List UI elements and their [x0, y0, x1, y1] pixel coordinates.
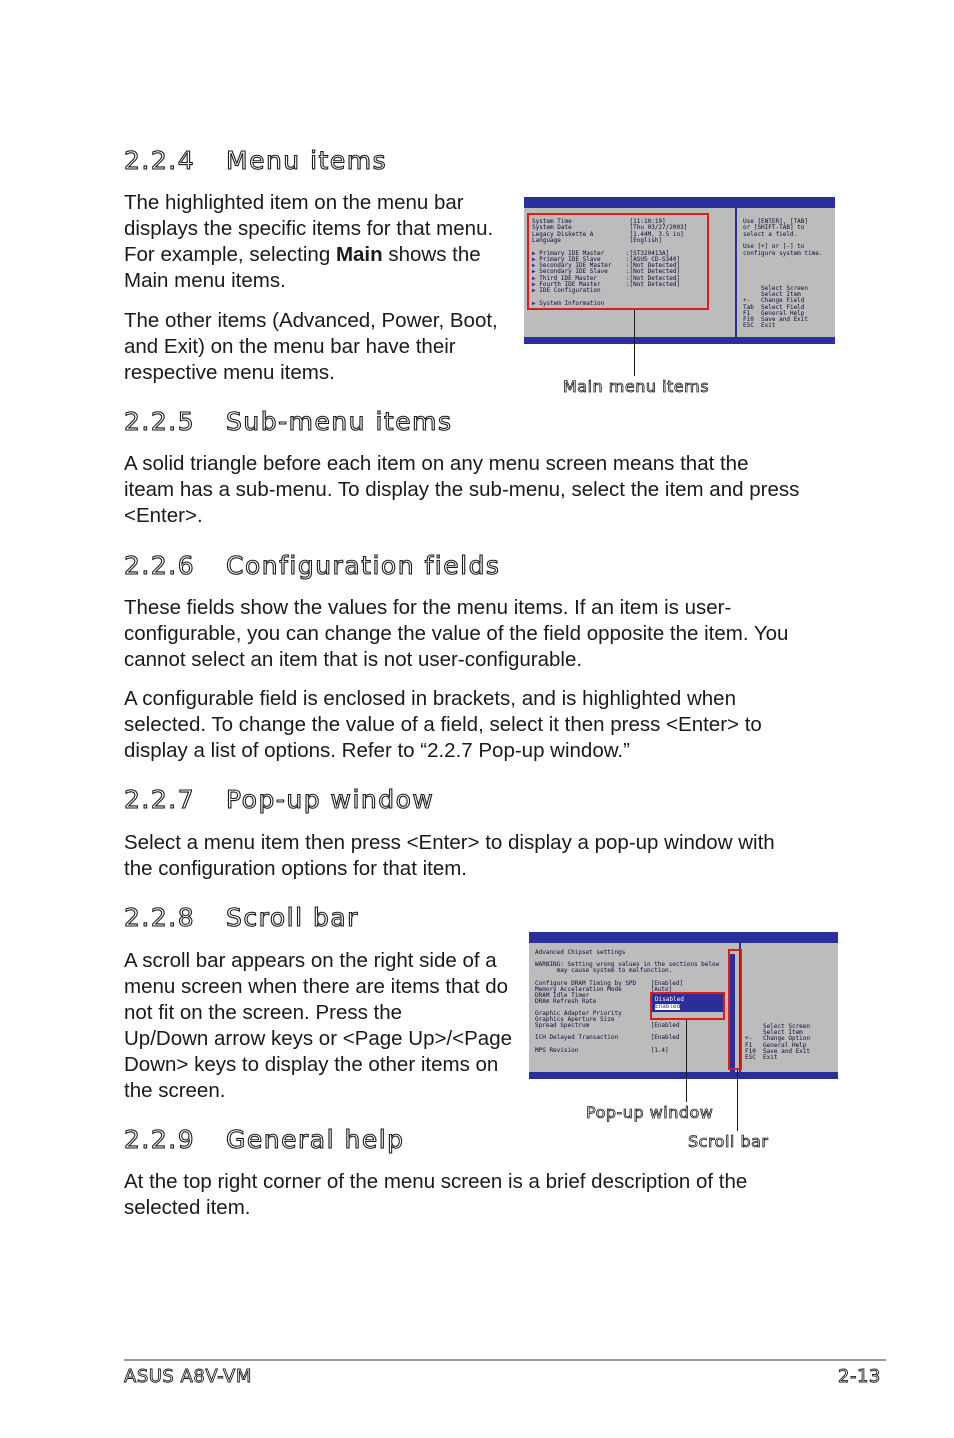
paragraph-menu-items-1: The highlighted item on the menu bar displays the specific items for that menu. For example, selecting Main shows the Main menu items.: [124, 191, 494, 292]
heading-2-2-9: [124, 1125, 405, 1154]
bios-menu-item: WARNING: Setting wrong values in the sections below: [535, 961, 720, 969]
bios-menu-item: may cause system to malfunction.: [535, 967, 673, 975]
section-title: Scroll bar: [226, 903, 359, 932]
section-number: 2.2.4: [124, 146, 196, 175]
footer-page-number: 2-13: [838, 1366, 881, 1387]
bios-key-line: +- Change Field: [743, 297, 805, 305]
bios-copyright-bar: [529, 1072, 838, 1079]
bios-help-line: or [SHIFT-TAB] to: [743, 224, 805, 232]
bios-menu-item: System Time [11:10:19]: [532, 218, 666, 225]
bios-menu-item: Advanced Chipset settings: [535, 949, 626, 956]
bios-menu-item: ▶ Primary IDE Slave :[ASUS CD-S340]: [532, 255, 681, 263]
heading-2-2-6: [124, 551, 500, 580]
bios-key-line: Select Screen: [745, 1023, 811, 1030]
callout-scroll-bar: Scroll bar: [688, 1132, 769, 1151]
bios-menu-item: Graphic Adapter Priority: [535, 1010, 622, 1017]
bios-key-line: Select Screen: [743, 285, 809, 292]
heading-2-2-8: [124, 903, 359, 932]
paragraph-config-fields-1: These fields show the values for the menu items. If an item is user- configurable, you can change the value of the field opposite the item. You cannot select an item that is not user-configurable.: [124, 596, 789, 671]
bios-key-line: ESC Exit: [743, 322, 776, 330]
bios-key-line: F1 General Help: [745, 1041, 807, 1049]
bios-menu-item: DRAm Refresh Rate: [535, 997, 597, 1005]
bios-menu-item: Graphics Aperture Size: [535, 1016, 615, 1024]
bios-help-line: Use [ENTER], [TAB]: [743, 218, 809, 225]
submenu-triangle-icon: ▶: [532, 255, 540, 263]
scrollbar-leader-line: [737, 1070, 738, 1131]
paragraph-config-fields-2: A configurable field is enclosed in brackets, and is highlighted when selected. To change the value of a field, select it then press <Enter> to display a list of options. Refer to “2.2.7 Pop-up window.”: [124, 687, 762, 762]
paragraph-general-help: At the top right corner of the menu screen is a brief description of the selected item.: [124, 1170, 748, 1219]
bios-key-line: +- Change Option: [745, 1035, 811, 1043]
main-keyword: Main: [335, 243, 383, 266]
section-title: Configuration fields: [226, 551, 501, 580]
bios-copyright-bar: [524, 337, 835, 344]
popup-highlight-box: [650, 992, 725, 1020]
popup-option-disabled[interactable]: Disabled: [655, 996, 684, 1003]
callout-main-menu-items: Main menu items: [563, 377, 710, 396]
heading-2-2-4: [124, 146, 387, 175]
main-menu-leader-line: [634, 310, 635, 376]
callout-popup-window: Pop-up window: [586, 1103, 714, 1122]
bios-help-line: select a field.: [743, 230, 798, 238]
section-title: Menu items: [226, 146, 388, 175]
bios-menu-item: MPS Revision [1.4]: [535, 1046, 669, 1054]
popup-leader-line: [686, 1020, 687, 1102]
submenu-triangle-icon: ▶: [532, 274, 540, 282]
bios-key-line: Select Item: [745, 1029, 803, 1037]
bios-key-line: Tab Select Field: [743, 303, 805, 311]
bios-menu-item: ▶ Third IDE Master :[Not Detected]: [532, 274, 681, 282]
section-title: General help: [226, 1125, 405, 1154]
bios-menu-item: Legacy Diskette A [1.44M, 3.5 in]: [532, 230, 684, 238]
bios-divider: [735, 208, 737, 337]
bios-menu-item: Memory Acceleration Mode [Auto]: [535, 985, 673, 993]
bios-key-line: F10 Save and Exit: [745, 1047, 811, 1055]
bios-key-line: F10 Save and Exit: [743, 316, 809, 323]
bios-menu-item: Spread Spectrum [Enabled: [535, 1022, 680, 1030]
scrollbar-highlight-box: [728, 949, 742, 1070]
submenu-triangle-icon: ▶: [532, 249, 540, 257]
heading-2-2-7: [124, 785, 434, 814]
submenu-triangle-icon: ▶: [532, 299, 540, 307]
heading-2-2-5: [124, 407, 452, 436]
popup-option-enabled[interactable]: Enabled: [655, 1003, 681, 1010]
paragraph-sub-menu-items: A solid triangle before each item on any menu screen means that the iteam has a sub-menu. To display the sub-menu, select the item and press <Enter>.: [124, 452, 800, 527]
bios-menu-bar: [524, 197, 835, 208]
bios-key-line: Select Item: [743, 291, 801, 299]
submenu-triangle-icon: ▶: [532, 281, 540, 288]
section-title: Sub-menu items: [226, 407, 453, 436]
bios-key-line: ESC Exit: [745, 1054, 778, 1061]
submenu-triangle-icon: ▶: [532, 262, 540, 270]
paragraph-menu-items-2: The other items (Advanced, Power, Boot, and Exit) on the menu bar have their respective menu items.: [124, 309, 498, 384]
bios-help-line: configure system time.: [743, 249, 823, 257]
bios-menu-item: Language [English]: [532, 236, 663, 244]
section-title: Pop-up window: [226, 785, 435, 814]
section-number: 2.2.6: [124, 551, 196, 580]
main-menu-highlight-box: [527, 213, 709, 310]
bios-menu-item: DRAM Idle Timer: [535, 991, 590, 999]
bios-menu-item: ICH Delayed Transaction [Enabled: [535, 1034, 680, 1042]
bios-menu-item: ▶ Secondary IDE Master :[Not Detected]: [532, 262, 681, 270]
section-number: 2.2.8: [124, 903, 196, 932]
submenu-triangle-icon: ▶: [532, 268, 540, 276]
bios-menu-item: System Date [Thu 03/27/2003]: [532, 224, 688, 232]
bios-menu-bar: [529, 932, 838, 943]
paragraph-popup-window: Select a menu item then press <Enter> to display a pop-up window with the configuration options for that item.: [124, 831, 775, 880]
bios-menu-item: ▶ Fourth IDE Master :[Not Detected]: [532, 281, 681, 288]
bios-menu-item: ▶ IDE Configuration: [532, 287, 601, 295]
bios-menu-item: ▶ Secondary IDE Slave :[Not Detected]: [532, 268, 681, 276]
footer-product-name: ASUS A8V-VM: [124, 1366, 252, 1387]
footer-rule: [124, 1359, 886, 1361]
paragraph-scroll-bar: A scroll bar appears on the right side of a menu screen when there are items that do not fit on the screen. Press the Up/Down arrow keys or <Page Up>/<Page Down> keys to display the other items on the screen.: [124, 949, 512, 1102]
section-number: 2.2.9: [124, 1125, 196, 1154]
submenu-triangle-icon: ▶: [532, 287, 540, 295]
section-number: 2.2.5: [124, 407, 196, 436]
bios-key-line: F1 General Help: [743, 309, 805, 317]
bios-menu-item: ▶ System Information: [532, 299, 605, 307]
bios-help-line: Use [+] or [-] to: [743, 243, 805, 251]
section-number: 2.2.7: [124, 785, 196, 814]
bios-menu-item: ▶ Primary IDE Master :[ST320413A]: [532, 249, 670, 257]
bios-menu-item: Configure DRAM Timing by SPD [Enabled]: [535, 979, 684, 987]
